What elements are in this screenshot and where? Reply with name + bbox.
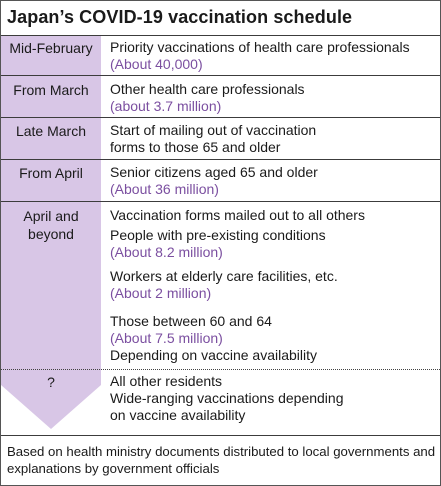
row-note-text: Depending on vaccine availability bbox=[110, 347, 318, 363]
row-main-text: Wide-ranging vaccinations depending bbox=[110, 390, 344, 406]
row-count-text: (About 36 million) bbox=[110, 181, 219, 197]
period-label-late-march: Late March bbox=[15, 123, 87, 139]
row-main-text: Priority vaccinations of health care professionals bbox=[110, 39, 410, 55]
row-count-text: (About 40,000) bbox=[110, 56, 203, 72]
row-count-text: (About 2 million) bbox=[110, 285, 212, 301]
label-line: April and bbox=[23, 208, 79, 224]
row-main-text: All other residents bbox=[110, 373, 223, 389]
row-main-text: forms to those 65 and older bbox=[110, 139, 281, 155]
footer-divider bbox=[1, 435, 440, 436]
source-note: Based on health ministry documents distributed to local governments and explanations by government officials bbox=[7, 444, 436, 476]
label-line: beyond bbox=[28, 226, 74, 242]
row-mid-february bbox=[110, 39, 440, 73]
row-main-text: on vaccine availability bbox=[110, 407, 246, 423]
row-from-march bbox=[110, 81, 440, 115]
row-main-text: Vaccination forms mailed out to all others bbox=[110, 207, 365, 223]
row-divider bbox=[1, 117, 440, 118]
row-item-60-64 bbox=[110, 313, 440, 364]
row-divider bbox=[1, 201, 440, 202]
period-label-from-april: From April bbox=[19, 165, 83, 181]
period-label-april-beyond bbox=[1, 207, 101, 243]
row-main-text: People with pre-existing conditions bbox=[110, 227, 326, 243]
panel-title: Japan’s COVID-19 vaccination schedule bbox=[7, 7, 353, 27]
row-count-text: (about 3.7 million) bbox=[110, 98, 222, 114]
row-main-text: Senior citizens aged 65 and older bbox=[110, 164, 318, 180]
row-main-text: Start of mailing out of vaccination bbox=[110, 122, 317, 138]
row-item-care-workers bbox=[110, 268, 440, 302]
row-divider bbox=[1, 159, 440, 160]
row-from-april bbox=[110, 164, 440, 198]
period-label-unknown: ? bbox=[47, 374, 55, 390]
period-label-mid-february: Mid-February bbox=[9, 40, 93, 56]
row-divider bbox=[1, 75, 440, 76]
row-main-text: Other health care professionals bbox=[110, 81, 305, 97]
row-main-text: Those between 60 and 64 bbox=[110, 313, 272, 329]
row-divider bbox=[1, 35, 440, 36]
row-count-text: (About 7.5 million) bbox=[110, 330, 223, 346]
row-count-text: (About 8.2 million) bbox=[110, 244, 223, 260]
row-main-text: Workers at elderly care facilities, etc. bbox=[110, 268, 338, 284]
period-label-from-march: From March bbox=[13, 82, 89, 98]
row-divider-dotted bbox=[1, 369, 440, 370]
row-all-others bbox=[110, 373, 440, 424]
row-april-beyond bbox=[110, 207, 440, 224]
row-item-pre-existing bbox=[110, 227, 440, 261]
row-late-march bbox=[110, 122, 440, 156]
